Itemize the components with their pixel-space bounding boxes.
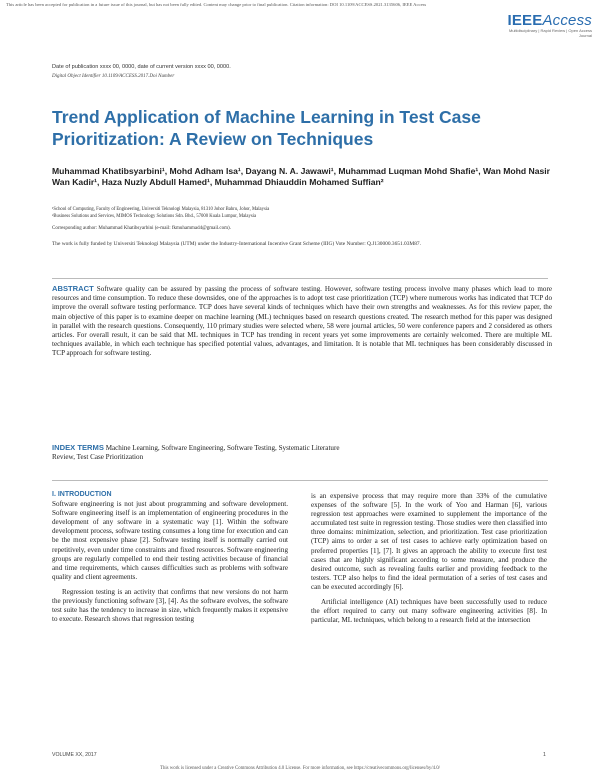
- divider-bottom: [52, 480, 548, 481]
- logo-main-text: IEEE: [507, 12, 543, 29]
- paper-title: Trend Application of Machine Learning in Test Case Prioritization: A Review on Techniques: [52, 107, 481, 149]
- section-heading-introduction: I. INTRODUCTION: [52, 491, 112, 498]
- author-list: Muhammad Khatibsyarbini¹, Mohd Adham Isa¹, Dayang N. A. Jawawi¹, Muhammad Luqman Mohd Shafie¹, Wan Mohd Nasir Wan Kadir¹, Haza Nuzly Abdull Hamed¹, Muhammad Dhiauddin Mohamed Suffian²: [52, 166, 551, 188]
- publication-notice: This article has been accepted for publication in a future issue of this journal, but has not been fully edited. Content may change prior to final publication. Citation information: DOI 10.1109/ACCESS.2021.3135606, IEEE Access: [6, 2, 427, 7]
- paragraph: Software engineering is not just about programming and software development. Software engineering itself is an implementation of engineering procedures in the development of any software in a systematic way [1]. Within the software development process, software testing consumes a long time for execution and can be the most expensive phase [2]. Software testing itself is normally carried out repetitively, even under time constraints and fixed resources. Software engineering groups are regularly compelled to end their testing activities because of financial and time requirements, which causes difficulties such as problems with software quality and client agreements.: [52, 500, 288, 581]
- index-terms-label: INDEX TERMS: [52, 443, 104, 452]
- abstract: [52, 284, 552, 359]
- affiliation-1: ¹School of Computing, Faculty of Engineering, Universiti Teknologi Malaysia, 81310 Johor Bahru, Johor, Malaysia: [52, 207, 270, 212]
- affiliations: [52, 206, 552, 220]
- paragraph: is an expensive process that may require more than 33% of the cumulative expenses of the software [5]. In the work of Yoo and Harman [6], various regression test approaches were examined to supplement the importance of the accumulated test suite in regression testing. Those studies were then classified into three domains: minimization, selection, and prioritization. Test case prioritization (TCP) aims to order a set of test cases to achieve early optimization based on preferred properties [1], [7]. It gives an approach the ability to execute first test cases that are highly significant according to some measure, and produce the desired outcome, such as revealing faults earlier and providing feedback to the testers. TCP also helps to find the ideal permutation of a series of test cases and can be executed accordingly [6].: [311, 492, 547, 591]
- abstract-label: ABSTRACT: [52, 284, 94, 293]
- abstract-text: Software quality can be assured by passing the process of software testing. However, software testing process involve many phases which lead to more resources and time consumption. To reduce these downsides, one of the approaches is to adopt test case prioritization (TCP) where numerous works has indicated that TCP do improve the overall software testing performance. TCP does have several kinds of techniques which have their own strengths and weaknesses. As for this review paper, the main objective of this paper is to examine deeper on machine learning (ML) techniques based on research questions created. The research method for this paper was designed in parallel with the research questions. Consequently, 110 primary studies were selected where, 58 were journal articles, 50 were conference papers and 2 considered as others articles. For overall result, it can be said that ML techniques in TCP has trending in recent years yet some improvements are certainly welcomed. There are multiple ML techniques available, in which each technique has specified potential values, advantages, and limitation. It is notable that ML techniques has been considerably discussed in TCP approach for software testing.: [52, 285, 552, 358]
- journal-logo: [500, 12, 592, 38]
- body-column-right: [311, 492, 547, 631]
- divider-top: [52, 278, 548, 279]
- index-terms-text: Machine Learning, Software Engineering, Software Testing, Systematic Literature Review, Test Case Prioritization: [52, 444, 340, 462]
- volume-footer: VOLUME XX, 2017: [52, 752, 97, 758]
- paragraph: Artificial intelligence (AI) techniques have been successfully used to reduce the effort required to carry out many software engineering activities [8]. In particular, ML techniques, which belong to a research field at the intersection: [311, 598, 547, 625]
- logo-accent-text: Access: [542, 12, 592, 29]
- paragraph: Regression testing is an activity that confirms that new versions do not harm the previously functioning software [3], [4]. As the software evolves, the software test suite has the tendency to increase in size, which frequently makes it expensive to execute. Research shows that regression testing: [52, 587, 288, 624]
- funding-statement: The work is fully funded by Universiti Teknologi Malaysia (UTM) under the Industry-International Incentive Grant Scheme (IIIG) Vote Number: Q.J130000.3651.03M87.: [52, 241, 421, 247]
- body-column-left: [52, 490, 288, 630]
- page-number: 1: [543, 752, 546, 758]
- corresponding-author: Corresponding author: Muhammad Khatibsyarbini (e-mail: fkmuhammad4@gmail.com).: [52, 226, 231, 231]
- doi-line: Digital Object Identifier 10.1109/ACCESS.2017.Doi Number: [52, 74, 175, 79]
- affiliation-2: ²Business Solutions and Services, MIMOS Technology Solutions Sdn. Bhd., 57000 Kuala Lumpur, Malaysia: [52, 214, 257, 219]
- index-terms: [52, 443, 352, 462]
- license-footer: This work is licensed under a Creative Commons Attribution 4.0 License. For more information, see https://creativecommons.org/licenses/by/4.0/: [160, 766, 440, 771]
- logo-tagline: Multidisciplinary | Rapid Review | Open Access Journal: [509, 28, 592, 38]
- publication-dates: Date of publication xxxx 00, 0000, date of current version xxxx 00, 0000.: [52, 64, 231, 70]
